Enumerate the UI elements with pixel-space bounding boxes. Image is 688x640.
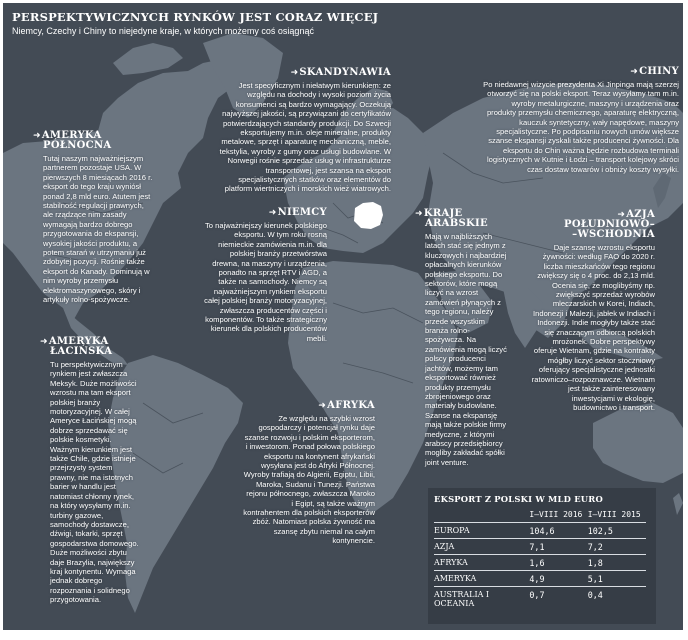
table-row bbox=[434, 571, 646, 587]
export-table-box bbox=[428, 488, 656, 624]
region-germany bbox=[203, 208, 327, 343]
region-text: Jest specyficznym i niełatwym kierunkiem: ze względu na dochody i wysoki poziom życia konsumenci są bardzo wymagający. Oczekują najwyższej jakości, są przywiązani do certyfikatów potwierdzających standardy produkcji. Do Szwecji eksportujemy m.in. oleje mineralne, produkty metalowe, sprzęt i aparaturę mechaniczną, meble, tekstylia, wyroby z gumy oraz usługi budowlane. W Norwegii rośnie sprzedaż usług w infrastrukturze transportowej, jest szansa na eksport specjalistycznych statków oraz elementów do platform wiertniczych i morskich wież wiatrowych. bbox=[219, 81, 391, 194]
row-value-2016: 104,6 bbox=[529, 523, 587, 539]
region-text: Tutaj naszym najważniejszym partnerem pozostaje USA. W pierwszych 8 miesiącach 2016 r. eksport do tego kraju wyniósł ponad 2,8 mld euro. Atutem jest stabilność regulacji prawnych, ale rządzące nim zasady wymagają bardzo dobrego przygotowania do ekspansji, wysokiej jakości produktu, a potem starań w utrzymaniu już zdobytej pozycji. Rośnie także eksport do Kanady. Dominują w nim wyroby przemysłu elektromaszynowego, skóry i artykuły rolno-spożywcze. bbox=[43, 154, 153, 305]
region-heading: ➜CHINY bbox=[630, 66, 679, 77]
row-value-2016: 7,1 bbox=[529, 539, 587, 555]
region-text: To najważniejszy kierunek polskiego eksportu. W tym roku rosną niemieckie zamówienia m.in. dla polskiej branży przetwórstwa drewna, na maszyny i urządzenia, ponadto na sprzęt RTV i AGD, a także na samochody. Niemcy są najważniejszym rynkiem eksportu całej polskiej branży motoryzacyjnej, zwłaszcza producentów części i komponentów. To także strategiczny kierunek dla polskich producentów mebli. bbox=[204, 221, 327, 343]
region-heading: ➜NIEMCY bbox=[268, 207, 327, 218]
page-subtitle: Niemcy, Czechy i Chiny to niejedyne kraje, w których możemy coś osiągnąć bbox=[12, 26, 314, 36]
page-title: PERSPEKTYWICZNYCH RYNKÓW JEST CORAZ WIĘCEJ bbox=[12, 10, 379, 24]
row-value-2016: 4,9 bbox=[529, 571, 587, 587]
region-africa bbox=[243, 401, 375, 546]
region-china bbox=[483, 67, 679, 174]
table-header-row bbox=[434, 508, 646, 523]
arrow-right-icon: ➜ bbox=[318, 401, 327, 411]
arrow-right-icon: ➜ bbox=[40, 337, 48, 347]
row-value-2015: 7,2 bbox=[588, 539, 646, 555]
region-heading: ➜AMERYKA ŁACIŃSKA bbox=[40, 336, 113, 357]
region-text: Po niedawnej wizycie prezydenta Xi Jinpinga mają szerzej otworzyć się na polski eksport. Teraz wysyłamy tam m.in. wyroby metalurgiczne, maszyny i urządzenia oraz produkty przemysłu chemicznego, aparaturę elektryczną, kauczuk syntetyczny, wały napędowe, maszyny specjalistyczne. Po podpisaniu nowych umów większe szanse ekspansji zyskali także producenci żywności. Dla eksportu do Chin ważna będzie rozbudowa terminali logistycznych w Kutnie i Łodzi – transport kolejowy skróci czas dostaw towarów i obniży koszty wysyłki. bbox=[483, 80, 679, 174]
infographic-panel bbox=[3, 3, 683, 630]
region-north-america bbox=[33, 131, 153, 305]
row-region: AUSTRALIA I OCEANIA bbox=[434, 587, 529, 611]
region-latin-america bbox=[40, 337, 140, 605]
row-value-2015: 102,5 bbox=[588, 523, 646, 539]
table-row bbox=[434, 587, 646, 611]
region-heading: ➜KRAJE ARABSKIE bbox=[415, 208, 488, 229]
row-region: AMERYKA bbox=[434, 571, 529, 587]
row-value-2016: 1,6 bbox=[529, 555, 587, 571]
region-text: Ze względu na szybki wzrost gospodarczy i potencjał rynku daje szanse rozwoju i polskim eksporterom, i inwestorom. Ponad połowa polskiego eksportu na kontynent afrykański wysyłana jest do Afryki Północnej. Wyroby trafiają do Algierii, Egiptu, Libii, Maroka, Sudanu i Tunezji. Państwa rejonu północnego, zwłaszcza Maroko i Egipt, są także ważnym kontrahentem dla polskich eksporterów zbóż. Natomiast polska żywność ma szansę zbytu niemal na całym kontynencie. bbox=[243, 414, 375, 546]
region-heading: ➜SKANDYNAWIA bbox=[290, 67, 391, 78]
region-heading: ➜AMERYKA PÓŁNOCNA bbox=[33, 130, 112, 151]
region-heading: ➜AFRYKA bbox=[318, 400, 375, 411]
arrow-right-icon: ➜ bbox=[33, 131, 41, 141]
export-table bbox=[434, 508, 646, 610]
arrow-right-icon: ➜ bbox=[617, 210, 626, 220]
poland-highlight bbox=[354, 202, 383, 229]
region-text: Mają w najbliższych latach stać się jednym z kluczowych i najbardziej opłacalnych kierunków polskiego eksportu. Do sektorów, które mogą liczyć na wzrost zamówień płynących z tego regionu, należy przede wszystkim branża rolno-spożywcza. Na zamówienia mogą liczyć polscy producenci jachtów, możemy tam eksportować również produkty przemysłu zbrojeniowego oraz materiały budowlane. Szanse na ekspansję mają także polskie firmy medyczne, z którymi arabscy przedsiębiorcy mogliby zakładać spółki joint venture. bbox=[425, 232, 507, 467]
row-region: AFRYKA bbox=[434, 555, 529, 571]
continent-arctic-islands bbox=[113, 43, 183, 75]
arrow-right-icon: ➜ bbox=[630, 67, 639, 77]
region-arab-countries bbox=[415, 209, 507, 467]
table-row bbox=[434, 539, 646, 555]
column-header-2016: I–VIII 2016 bbox=[529, 510, 583, 519]
arrow-right-icon: ➜ bbox=[415, 209, 423, 219]
table-row bbox=[434, 523, 646, 539]
column-header-2015: I–VIII 2015 bbox=[587, 510, 641, 519]
row-value-2015: 5,1 bbox=[588, 571, 646, 587]
table-row bbox=[434, 555, 646, 571]
arrow-right-icon: ➜ bbox=[290, 68, 299, 78]
arrow-right-icon: ➜ bbox=[268, 208, 277, 218]
continent-australia bbox=[593, 403, 683, 483]
export-table-title: EKSPORT Z POLSKI W MLD EURO bbox=[434, 494, 603, 504]
region-heading: ➜AZJA POŁUDNIOWO– –WSCHODNIA bbox=[564, 209, 655, 240]
row-value-2015: 0,4 bbox=[588, 587, 646, 611]
column-header-region bbox=[434, 508, 529, 523]
region-text: Daje szansę wzrostu eksportu żywności: według FAO do 2020 r. liczba mieszkańców tego regionu zwiększy się o 4 proc. do 2,13 mld. Ocenia się, że moglibyśmy np. zwiększyć sprzedaż wyrobów mleczarskich w Korei, Indiach, Indonezji i Malezji, jabłek w Indiach i Indonezji. Indie mogłyby także stać się znaczącym odbiorcą polskich mrożonek. Dobre perspektywy oferuje Wietnam, gdzie na kontrakty mógłby liczyć sektor stoczniowy oferujący specjalistyczne jednostki ratowniczo–rozpoznawcze. Wietnam jest także zainteresowany inwestycjami w ekologię, budownictwo i transport. bbox=[531, 243, 655, 412]
row-value-2015: 1,8 bbox=[588, 555, 646, 571]
region-scandinavia bbox=[213, 68, 391, 194]
row-region: EUROPA bbox=[434, 523, 529, 539]
row-value-2016: 0,7 bbox=[529, 587, 587, 611]
continent-new-zealand bbox=[673, 493, 683, 515]
row-region: AZJA bbox=[434, 539, 529, 555]
region-text: Tu perspektywicznym rynkiem jest zwłaszcza Meksyk. Duże możliwości wzrostu ma tam eksport polskiej branży motoryzacyjnej. W całej Ameryce Łacińskiej mogą dobrze sprzedawać się polskie kosmetyki. Ważnym kierunkiem jest także Chile, gdzie istnieje przejrzysty system prawny, nie ma istotnych barier w handlu jest natomiast chłonny rynek, na który wysyłamy m.in. turbiny gazowe, samochody dostawcze, dźwigi, tokarki, sprzęt gospodarstwa domowego. Duże możliwości zbytu daje Brazylia, największy kraj kontynentu. Wymaga jednak dobrego rozpoznania i solidnego przygotowania. bbox=[50, 360, 139, 605]
region-southeast-asia bbox=[531, 210, 655, 412]
